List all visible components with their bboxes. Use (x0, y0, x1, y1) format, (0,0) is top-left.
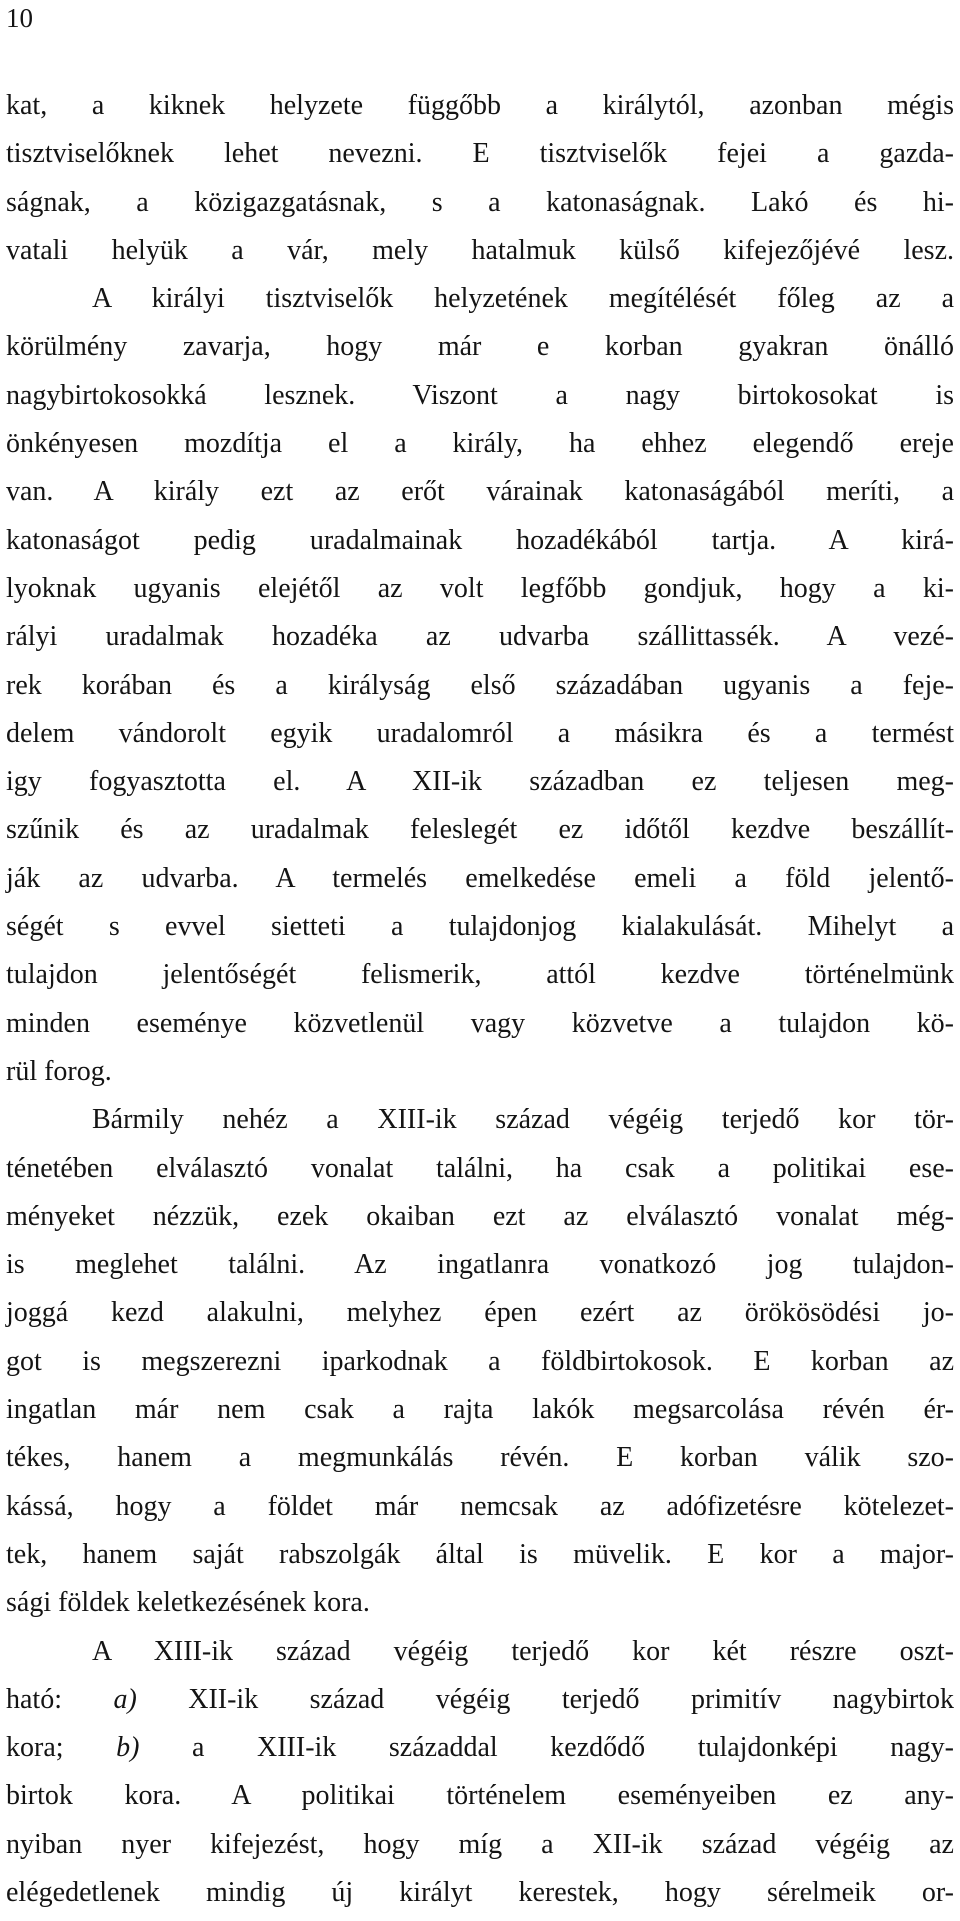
text-line (6, 1728, 954, 1776)
text-line: lyoknak ugyanis elejétől az volt legfőbb gondjuk, hogy a ki- (6, 572, 954, 604)
body-text (6, 86, 954, 1921)
page-number: 10 (6, 3, 33, 33)
text-line: rályi uradalmak hozadéka az udvarba szállittassék. A vezé- (6, 621, 954, 653)
text-line: delem vándorolt egyik uradalomról a másikra és a termést (6, 717, 954, 749)
text-line: katonaságot pedig uradalmainak hozadékából tartja. A kirá- (6, 524, 954, 556)
text-line: vatali helyük a vár, mely hatalmuk külső kifejezőjévé lesz. (6, 234, 954, 266)
text-line: birtok kora. A politikai történelem eseményeiben ez any- (6, 1780, 954, 1812)
text-line: rül forog. (6, 1055, 112, 1087)
text-line: sági földek keletkezésének kora. (6, 1587, 370, 1619)
text-line: ségét s evvel sietteti a tulajdonjog kialakulását. Mihelyt a (6, 911, 954, 943)
text-line: joggá kezd alakulni, melyhez épen ezért az örökösödési jo- (6, 1297, 954, 1329)
text-line: ményeket nézzük, ezek okaiban ezt az elválasztó vonalat még- (6, 1200, 954, 1232)
text-line: tékes, hanem a megmunkálás révén. E korban válik szo- (6, 1442, 954, 1474)
text-line: tek, hanem saját rabszolgák által is müvelik. E kor a major- (6, 1538, 954, 1570)
text-line: igy fogyasztotta el. A XII-ik században ez teljesen meg- (6, 766, 954, 798)
text-line: van. A király ezt az erőt várainak katonaságából meríti, a (6, 476, 954, 508)
text-line: tulajdon jelentőségét felismerik, attól kezdve történelmünk (6, 959, 954, 991)
text-line: A királyi tisztviselők helyzetének megítélését főleg az a (92, 283, 954, 315)
text-line: Bármily nehéz a XIII-ik század végéig terjedő kor tör- (92, 1104, 954, 1136)
text-line: nyiban nyer kifejezést, hogy míg a XII-ik század végéig az (6, 1828, 954, 1860)
text-line: ingatlan már nem csak a rajta lakók megsarcolása révén ér- (6, 1394, 954, 1426)
text-line: got is megszerezni iparkodnak a földbirtokosok. E korban az (6, 1345, 954, 1377)
text-line: elégedetlenek mindig új királyt kerestek, hogy sérelmeik or- (6, 1876, 954, 1908)
text-segment: kora; (6, 1732, 117, 1764)
text-line: kat, a kiknek helyzete függőbb a királytól, azonban mégis (6, 90, 954, 121)
text-line: is meglehet találni. Az ingatlanra vonatkozó jog tulajdon- (6, 1249, 954, 1281)
text-line: nagybirtokosokká lesznek. Viszont a nagy birtokosokat is (6, 379, 954, 411)
text-segment: a XIII-ik századdal kezdődő tulajdonképi nagy- (139, 1732, 954, 1764)
list-marker: a) (113, 1683, 137, 1715)
text-line: tisztviselőknek lehet nevezni. E tisztviselők fejei a gazda- (6, 138, 954, 170)
text-line: szűnik és az uradalmak feleslegét ez időtől kezdve beszállít- (6, 814, 954, 846)
text-line (6, 1680, 954, 1728)
text-line: A XIII-ik század végéig terjedő kor két részre oszt- (92, 1635, 954, 1667)
text-line: körülmény zavarja, hogy már e korban gyakran önálló (6, 331, 954, 363)
text-segment: XII-ik század végéig terjedő primitív nagybirtok (136, 1683, 954, 1715)
text-line: rek korában és a királyság első századában ugyanis a feje- (6, 669, 954, 701)
text-line: ságnak, a közigazgatásnak, s a katonaságnak. Lakó és hi- (6, 186, 954, 218)
text-line: minden eseménye közvetlenül vagy közvetve a tulajdon kö- (6, 1007, 954, 1039)
list-marker: b) (116, 1732, 140, 1764)
text-line: ják az udvarba. A termelés emelkedése emeli a föld jelentő- (6, 862, 954, 894)
text-segment: ható: (6, 1683, 114, 1715)
text-line: kássá, hogy a földet már nemcsak az adófizetésre kötelezet- (6, 1490, 954, 1522)
text-line: ténetében elválasztó vonalat találni, ha csak a politikai ese- (6, 1152, 954, 1184)
text-line: önkényesen mozdítja el a király, ha ehhez elegendő ereje (6, 428, 954, 460)
